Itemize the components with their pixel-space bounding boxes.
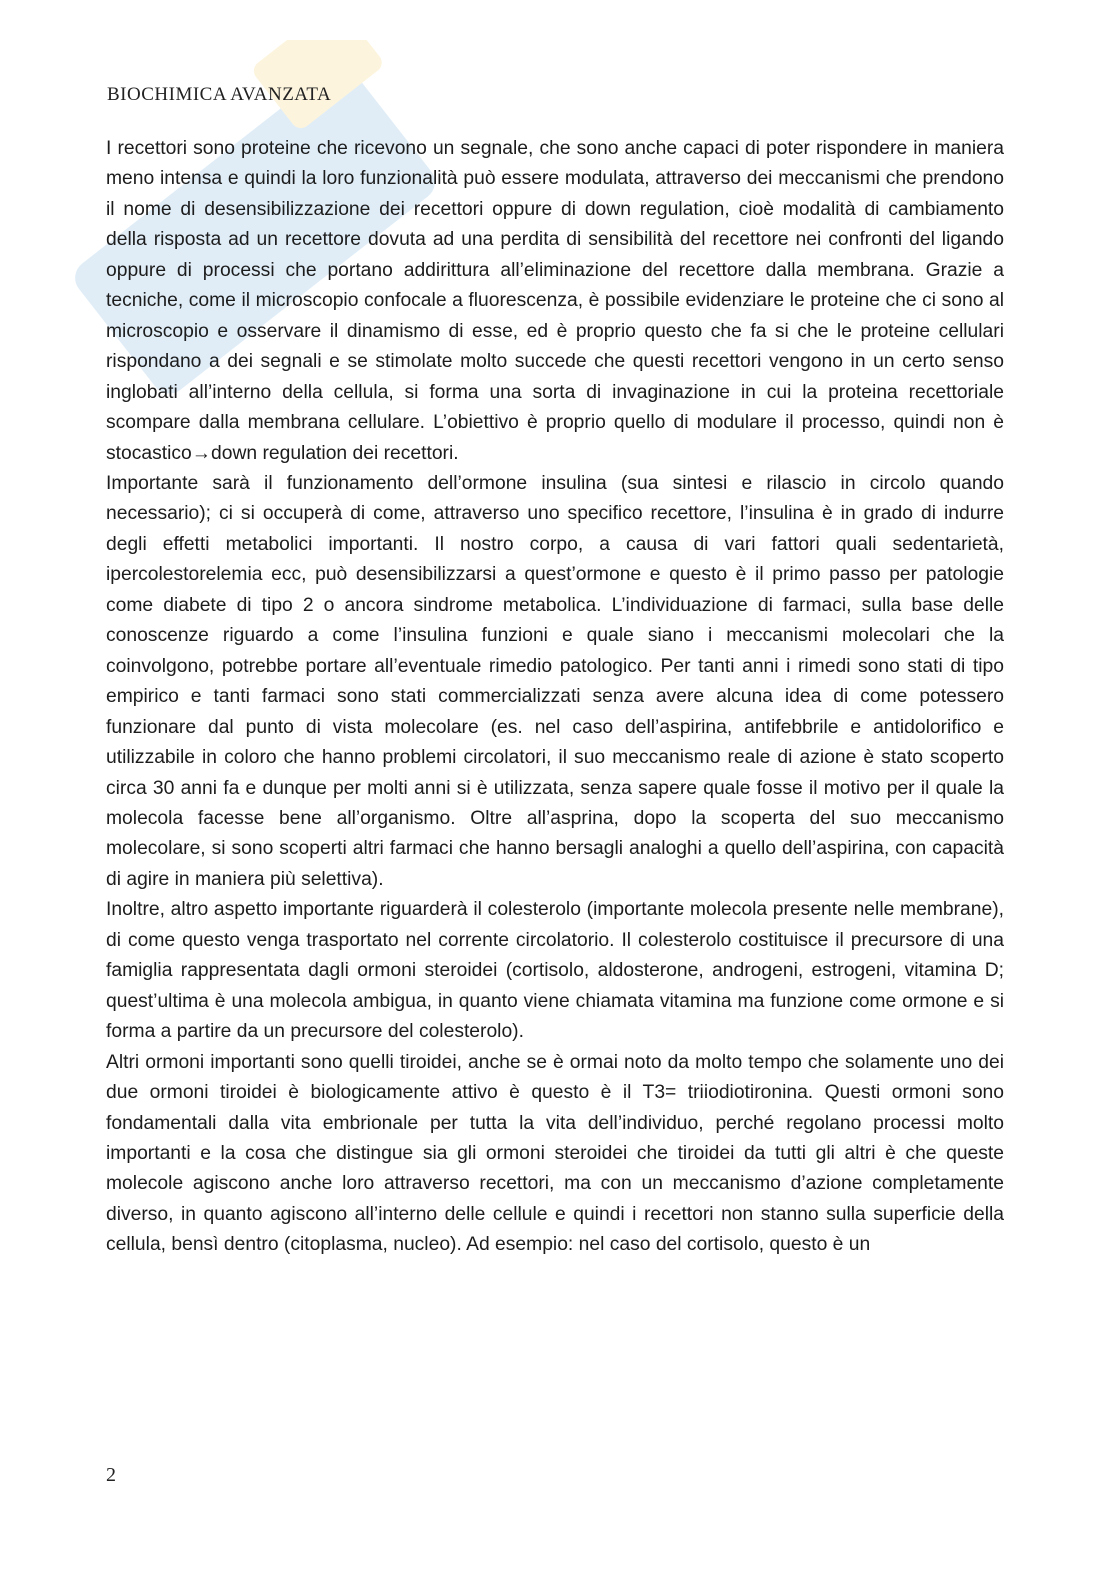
page-header-title: BIOCHIMICA AVANZATA [107, 84, 332, 105]
document-body [106, 134, 1004, 1261]
page-number: 2 [106, 1464, 116, 1486]
paragraph-ormoni-tiroidei: Altri ormoni importanti sono quelli tiroidei, anche se è ormai noto da molto tempo che solamente uno dei due ormoni tiroidei è biologicamente attivo è questo è il T3= triiodiotironina. Questi ormoni sono fondamentali dalla vita embrionale per tutta la vita dell’individuo, perché regolano processi molto importanti e la cosa che distingue sia gli ormoni steroidei che tiroidei da tutti gli altri è che queste molecole agiscono anche loro attraverso recettori, ma con un meccanismo d’azione completamente diverso, in quanto agiscono all’interno delle cellule e quindi i recettori non stanno sulla superficie della cellula, bensì dentro (citoplasma, nucleo). Ad esempio: nel caso del cortisolo, questo è un [106, 1051, 1004, 1256]
paragraph-colesterolo: Inoltre, altro aspetto importante riguarderà il colesterolo (importante molecola presente nelle membrane), di come questo venga trasportato nel corrente circolatorio. Il colesterolo costituisce il precursore di una famiglia rappresentata dagli ormoni steroidei (cortisolo, aldosterone, androgeni, estrogeni, vitamina D; quest’ultima è una molecola ambigua, in quanto viene chiamata vitamina ma funzione come ormone e si forma a partire da un precursore del colesterolo). [106, 899, 1004, 1043]
paragraph-insulina: Importante sarà il funzionamento dell’ormone insulina (sua sintesi e rilascio in circolo quando necessario); ci si occuperà di come, attraverso uno specifico recettore, l’insulina è in grado di indurre degli effetti metabolici importanti. Il nostro corpo, a causa di vari fattori quali sedentarietà, ipercolestorelemia ecc, può desensibilizzarsi a quest’ormone e questo è il primo passo per patologie come diabete di tipo 2 o ancora sindrome metabolica. L’individuazione di farmaci, sulla base delle conoscenze riguardo a come l’insulina funzioni e quale siano i meccanismi molecolari che la coinvolgono, potrebbe portare all’eventuale rimedio patologico. Per tanti anni i rimedi sono stati di tipo empirico e tanti farmaci sono stati commercializzati senza avere alcuna idea di come potessero funzionare dal punto di vista molecolare (es. nel caso dell’aspirina, antifebbrile e antidolorifico e utilizzabile in coloro che hanno problemi circolatori, il suo meccanismo reale di azione è stato scoperto circa 30 anni fa e dunque per molti anni si è utilizzata, senza sapere quale fosse il motivo per il quale la molecola facesse bene all’organismo. Oltre all’asprina, dopo la scoperta del suo meccanismo molecolare, si sono scoperti altri farmaci che hanno bersagli analoghi a quello dell’aspirina, con capacità di agire in maniera più selettiva). [106, 472, 1004, 890]
paragraph-recettori: I recettori sono proteine che ricevono un segnale, che sono anche capaci di poter rispondere in maniera meno intensa e quindi la loro funzionalità può essere modulata, attraverso dei meccanismi che prendono il nome di desensibilizzazione dei recettori oppure di down regulation, cioè modalità di cambiamento della risposta ad un recettore dovuta ad una perdita di sensibilità del recettore nei confronti del ligando oppure di processi che portano addirittura all’eliminazione del recettore dalla membrana. Grazie a tecniche, come il microscopio confocale a fluorescenza, è possibile evidenziare le proteine che ci sono al microscopio e osservare il dinamismo di esse, ed è proprio questo che fa si che le proteine cellulari rispondano a dei segnali e se stimolate molto succede che questi recettori vengono in un certo senso inglobati all’interno della cellula, si forma una sorta di invaginazione in cui la proteina recettoriale scompare dalla membrana cellulare. L’obiettivo è proprio quello di modulare il processo, quindi non è stocastico→down regulation dei recettori. [106, 138, 1004, 464]
